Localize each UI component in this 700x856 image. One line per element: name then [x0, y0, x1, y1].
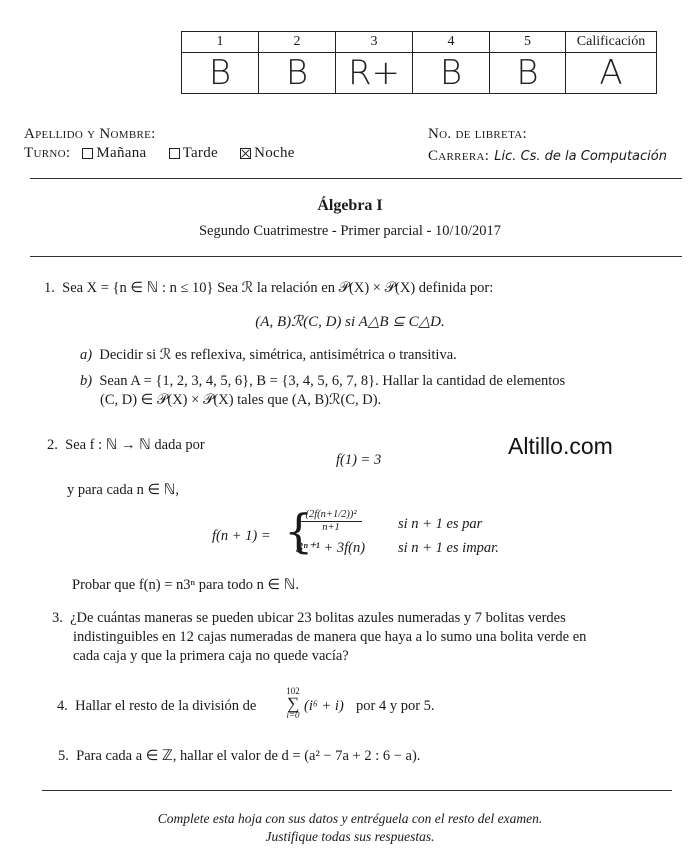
carrera-row	[428, 145, 667, 165]
problem-2-for-each: y para cada n ∈ ℕ,	[67, 482, 179, 498]
turno-label: Turno:	[24, 145, 71, 161]
grade-value-1: B	[182, 53, 259, 94]
problem-4-sum-body: (i⁶ + i)	[304, 698, 344, 714]
grades-table	[181, 31, 657, 94]
problem-1-a: a) Decidir si ℛ es reflexiva, simétrica, antisimétrica o transitiva.	[80, 347, 457, 363]
problem-2-case1-frac: (2f(n+1/2))² n+1	[300, 509, 362, 533]
carrera-value: Lic. Cs. de la Computación	[494, 149, 667, 164]
turno-option-noche[interactable]: Noche	[240, 145, 295, 161]
grade-value-3: R+	[336, 53, 413, 94]
problem-2-f1: f(1) = 3	[336, 452, 382, 468]
grade-header-1: 1	[182, 32, 259, 53]
grade-header-3: 3	[336, 32, 413, 53]
checked-checkbox-icon	[240, 148, 251, 159]
problem-4-after: por 4 y por 5.	[356, 698, 435, 714]
grade-value-4: B	[413, 53, 490, 94]
turno-row	[24, 145, 295, 162]
problem-2-intro: 2. Sea f : ℕ → ℕ dada por	[47, 437, 205, 453]
footer-instructions: Complete esta hoja con sus datos y entréguela con el resto del examen. Justifique todas sus respuestas.	[157, 811, 543, 844]
grade-header-4: 4	[413, 32, 490, 53]
checkbox-icon	[82, 148, 93, 159]
carrera-label: Carrera:	[428, 148, 490, 164]
problem-1-intro: 1. Sea X = {n ∈ ℕ : n ≤ 10} Sea ℛ la relación en 𝒫(X) × 𝒫(X) definida por:	[44, 280, 494, 296]
grade-value-2: B	[259, 53, 336, 94]
divider	[30, 256, 682, 257]
watermark: Altillo.com	[508, 433, 613, 459]
divider	[42, 790, 672, 791]
problem-2-lhs: f(n + 1) =	[212, 528, 271, 544]
libreta-label: No. de libreta:	[428, 126, 527, 142]
grade-header-final: Calificación	[566, 32, 657, 53]
name-label: Apellido y Nombre:	[24, 126, 156, 142]
grade-value-final: A	[566, 53, 657, 94]
grade-header-2: 2	[259, 32, 336, 53]
problem-4-sum: 102 ∑ i=0	[283, 686, 303, 720]
problem-5: 5. Para cada a ∈ ℤ, hallar el valor de d = (a² − 7a + 2 : 6 − a).	[58, 748, 421, 764]
problem-2-case2: 3ⁿ⁺¹ + 3f(n)	[296, 540, 366, 556]
turno-option-manana[interactable]: Mañana	[82, 145, 146, 161]
brace-icon: {	[284, 504, 314, 558]
exam-subtitle: Segundo Cuatrimestre - Primer parcial - 10/10/2017	[198, 223, 501, 239]
problem-2-case2-cond: si n + 1 es impar.	[398, 540, 499, 556]
divider	[30, 178, 682, 179]
grade-header-5: 5	[490, 32, 566, 53]
exam-title: Álgebra I	[317, 197, 383, 214]
sigma-icon: ∑	[286, 694, 300, 713]
problem-2-prove: Probar que f(n) = n3ⁿ para todo n ∈ ℕ.	[72, 577, 300, 593]
problem-3: 3. ¿De cuántas maneras se pueden ubicar 23 bolitas azules numeradas y 7 bolitas verdes indistinguibles en 12 cajas numeradas de manera que haya a lo sumo una bolita verde en cada caja y que la primera caja no quede vacía?	[52, 610, 587, 664]
checkbox-icon	[169, 148, 180, 159]
problem-1-formula: (A, B)ℛ(C, D) si A△B ⊆ C△D.	[255, 314, 445, 330]
problem-4-text: 4. Hallar el resto de la división de	[57, 698, 257, 714]
problem-1-b: b) Sean A = {1, 2, 3, 4, 5, 6}, B = {3, 4, 5, 6, 7, 8}. Hallar la cantidad de elementos (C, D) ∈ 𝒫(X) × 𝒫(X) tales que (A, B)ℛ(C, D).	[80, 373, 566, 408]
turno-option-tarde[interactable]: Tarde	[169, 145, 218, 161]
grade-value-5: B	[490, 53, 566, 94]
problem-2-case1-cond: si n + 1 es par	[398, 516, 483, 532]
